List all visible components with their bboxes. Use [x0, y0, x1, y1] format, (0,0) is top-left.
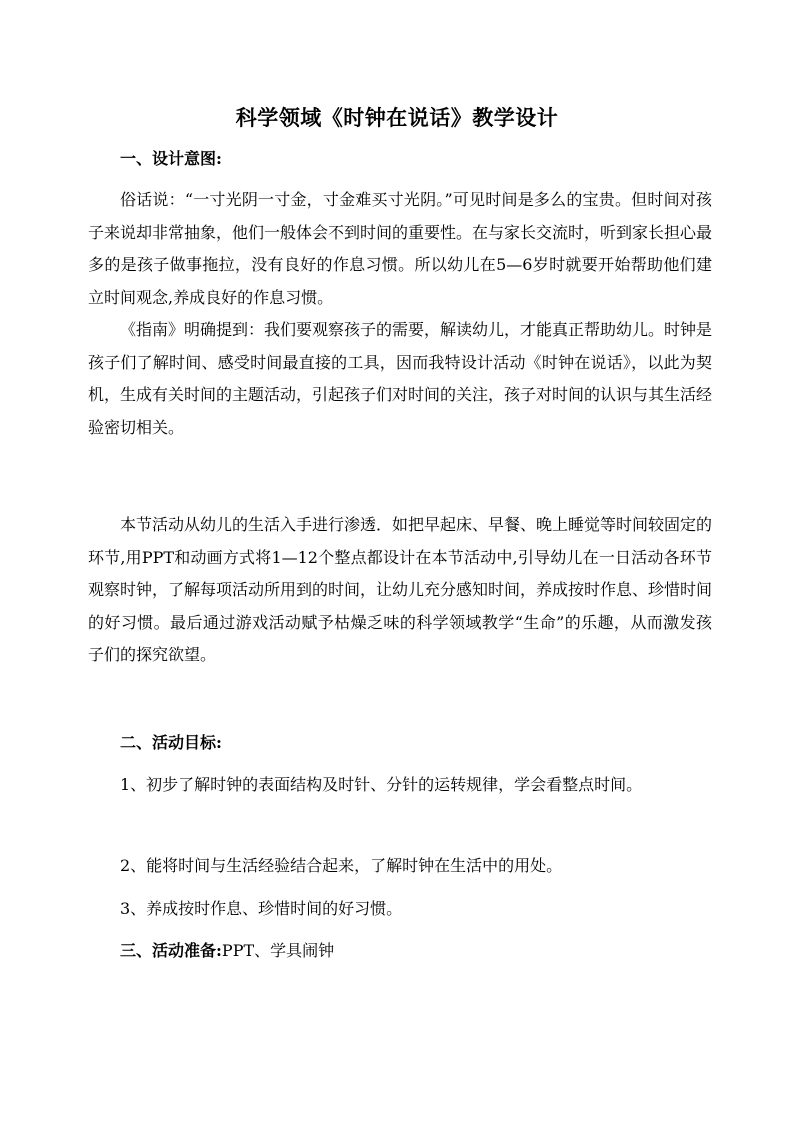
document-title: 科学领域《时钟在说话》教学设计: [235, 105, 559, 130]
section-heading-activity-prep: [120, 936, 334, 966]
paragraph-design-intent-1: 俗话说：“一寸光阴一寸金，寸金难买寸光阴。”可见时间是多么的宝贵。但时间对孩子来说却非常抽象，他们一般体会不到时间的重要性。在与家长交流时，听到家长担心最多的是孩子做事拖拉，没有良好的作息习惯。所以幼儿在5—6岁时就要开始帮助他们建立时间观念,养成良好的作息习惯。: [88, 190, 713, 307]
paragraph-design-intent-2: 《指南》明确提到：我们要观察孩子的需要，解读幼儿，才能真正帮助幼儿。时钟是孩子们了解时间、感受时间最直接的工具，因而我特设计活动《时钟在说话》，以此为契机，生成有关时间的主题活动，引起孩子们对时间的关注，孩子对时间的认识与其生活经验密切相关。: [88, 320, 713, 437]
paragraph-design-intent-3: 本节活动从幼儿的生活入手进行渗透．如把早起床、早餐、晚上睡觉等时间较固定的环节,用PPT和动画方式将1—12个整点都设计在本节活动中,引导幼儿在一日活动各环节观察时钟，了解每项活动所用到的时间，让幼儿充分感知时间，养成按时作息、珍惜时间的好习惯。最后通过游戏活动赋予枯燥乏味的科学领域教学“生命”的乐趣，从而激发孩子们的探究欲望。: [88, 515, 713, 664]
section-heading-design-intent: 一、设计意图:: [120, 149, 222, 168]
section-heading-activity-prep-label: 三、活动准备:: [120, 941, 222, 960]
goal-item-3: 3、养成按时作息、珍惜时间的好习惯。: [120, 899, 403, 918]
section-heading-activity-goals: 二、活动目标:: [120, 733, 222, 752]
activity-prep-content: PPT、学具闹钟: [221, 941, 335, 960]
goal-item-2: 2、能将时间与生活经验结合起来，了解时钟在生活中的用处。: [120, 856, 563, 875]
goal-item-1: 1、初步了解时钟的表面结构及时针、分针的运转规律，学会看整点时间。: [120, 775, 643, 794]
